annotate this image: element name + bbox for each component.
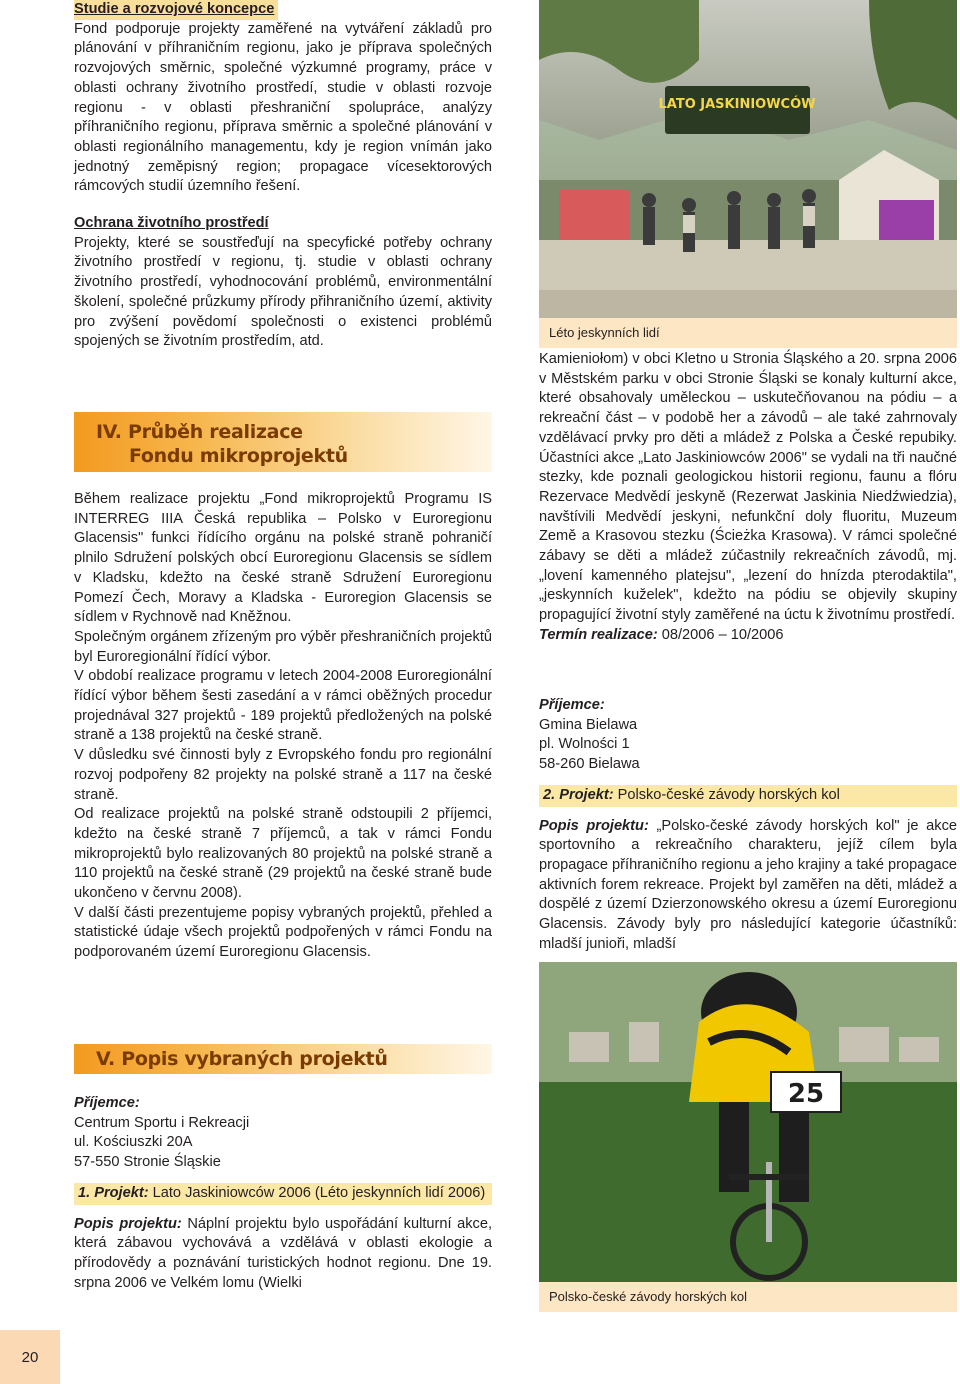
project1-continued: [539, 350, 957, 646]
recipient-label: Příjemce:: [74, 1095, 140, 1111]
chapter-title-v: V. Popis vybraných projektů: [96, 1048, 388, 1070]
photo-mountain-bike-race: [539, 962, 957, 1282]
project2-label: 2. Projekt:: [543, 786, 614, 803]
photo-cave-festival-image: [539, 0, 957, 318]
term-label: Termín realizace:: [539, 626, 658, 643]
photo-caption-bike: Polsko-české závody horských kol: [539, 1282, 957, 1312]
section-body-studies: Fond podporuje projekty zaměřené na vytváření základů pro plánování v příhraničním regionu, jako je příprava společných rozvojových směrnic, společné výzkumné programy, práce v oblasti ochrany životního prostředí, studie v oblasti rozvoje regionu - v oblasti přeshraniční spolupráce, analýzy příhraničního regionu, příprava směrnic a společné plánování v oblasti regionálního managementu, kdy je region vnímán jako jednotný zeměpisný region; propagace vícesektorových rámcových studií územního řešení.: [74, 20, 492, 195]
paragraph: Během realizace projektu „Fond mikroprojektů Programu IS INTERREG IIIA Česká republika – Polsko v Euroregionu Glacensis" funkci řídícího orgánu na polské straně pohraničí plnilo Sdružení polských obcí Euroregionu Glacensis se sídlem v Kladsku, kdežto na české straně Sdružení Euroregionu Pomezí Čech, Moravy a Kladska - Euroregion Glacensis se sídlem v Rychnově nad Kněžnou.: [74, 491, 492, 626]
project1-title: Lato Jaskiniowców 2006 (Léto jeskynních lidí 2006): [152, 1184, 486, 1201]
popis-label: Popis projektu:: [74, 1215, 182, 1232]
recipient-name: Gmina Bielawa: [539, 716, 638, 733]
race-number: 25: [787, 1079, 825, 1109]
popis-label: Popis projektu:: [539, 817, 649, 834]
section-heading-studies: Studie a rozvojové koncepce: [74, 0, 278, 20]
left-column: [74, 0, 492, 352]
chapter-iv-body: [74, 490, 492, 963]
paragraph: Od realizace projektů na polské straně odstoupili 2 příjemci, kdežto na české straně 7 příjemců, a tak v rámci Fondu mikroprojektů bylo realizovaných 80 projektů na polské straně a 110 projektů na české straně (29 projektů na české straně bude ukončeno v červnu 2008).: [74, 806, 492, 902]
chapter-title-iv-line1: IV. Průběh realizace: [96, 421, 303, 443]
chapter-title-iv-line2: Fondu mikroprojektů: [129, 445, 348, 467]
recipient-city: 57-550 Stronie Śląskie: [74, 1154, 221, 1171]
photo-caption-cave: Léto jeskynních lidí: [539, 318, 957, 348]
photo-cave-people-festival: [539, 0, 957, 318]
chapter-banner-iv: [74, 412, 492, 472]
project1-label: 1. Projekt:: [78, 1184, 149, 1201]
project2-description-text: „Polsko-české závody horských kol" je akce sportovního a rekreačního charakteru, jejíž cílem byla propagace příhraničního regionu a jeho krajiny a také propagace aktivních forem rekreace. Projekt byl zaměřen na děti, mládež a dospělé z území Dzierzonowského okresu a území Euroregionu Glacensis. Závody byly pro následující kategorie účastníků: mladší junioři, mladší: [539, 817, 958, 952]
term-value: 08/2006 – 10/2006: [661, 626, 784, 643]
page-number: 20: [0, 1330, 60, 1384]
paragraph: V důsledku své činnosti byly z Evropského fondu pro regionální rozvoj podpořeny 82 projekty na polské straně a 117 na české straně.: [74, 747, 492, 803]
paragraph: V období realizace programu v letech 2004-2008 Euroregionální řídící výbor během šesti zasedání a v rámci oběžných procedur projednával 327 projektů - 189 projektů předložených na polské straně a 138 projektů na české straně.: [74, 668, 492, 744]
sign-text: LATO JASKINIOWCÓW: [658, 97, 816, 112]
chapter-banner-v: [74, 1044, 492, 1074]
project1-description: [74, 1215, 492, 1294]
photo-bike-image: [539, 962, 957, 1282]
paragraph: V další části prezentujeme popisy vybraných projektů, přehled a statistické údaje všech projektů podpořených v rámci Fondu na podporovaném území Euroregionu Glacensis.: [74, 904, 492, 961]
recipient-name: Centrum Sportu i Rekreacji: [74, 1114, 250, 1131]
recipient-street: pl. Wolności 1: [539, 736, 630, 753]
project1-title-box: [74, 1183, 492, 1205]
recipient-city: 58-260 Bielawa: [539, 756, 640, 773]
project2-title: Polsko-české závody horských kol: [617, 786, 840, 803]
recipient-label: Příjemce:: [539, 697, 605, 713]
project2-title-box: [539, 785, 957, 807]
section-body-environment: Projekty, které se soustřeďují na specyfické potřeby ochrany životního prostředí v regionu, tj. studie v oblasti ochrany životního prostředí, vyhodnocování problémů, environmentální školení, společné průzkumy přírody přihraničního území, aktivity pro zvýšení povědomí společnosti o existenci problémů spojených se životním prostředím, atd.: [74, 234, 492, 350]
project1-description-continued: Kamieniołom) v obci Kletno u Stronia Śląského a 20. srpna 2006 v Městském parku v obci Stronie Śląski se konaly kulturní akce, které obsahovaly uměleckou – uskutečňovanou na pódiu – a rekreační část – v podobě her a závodů – ale také zahrnovaly vzdělávací prvky pro děti a mládež z Polska a České repubiky. Účastníci akce „Lato Jaskiniowców 2006" se vydali na tři naučné stezky, kde poznali geologickou historii regionu, faunu a flóru Rezervace Medvědí jeskyně (Rezerwat Jaskinia Niedźwiedzia), navštívili Medvědí jeskyni, nefunkční doly fluoritu, Muzeum Země a Krasovou stezku (Ścieżka Krasowa). V rámci společné zábavy se děti a mládež zúčastnily rekreačních závodů, mj. „lovení kamenného platejsu", „lezení do hnízda pterodaktila", „jeskynních kuželek", kdežto na pódiu se objevily skupiny propagující životní styly zaměřené na úctu k životnímu prostředí.: [539, 351, 957, 624]
project1-block: [74, 1094, 492, 1293]
section-heading-environment: Ochrana životního prostředí: [74, 215, 269, 232]
project1-description-text: Náplní projektu bylo uspořádání kulturní akce, která zábavou vychovává a vzdělává v oblasti ekologie a přírodovědy a poznávání turistických hodnot regionu. Dne 19. srpna 2006 ve Velkém lomu (Wielki: [74, 1215, 493, 1291]
project2-block: [539, 696, 957, 954]
project2-description: [539, 817, 957, 955]
paragraph: Společným orgánem zřízeným pro výběr přeshraničních projektů byl Euroregionální řídící výbor.: [74, 628, 492, 665]
recipient-street: ul. Kościuszki 20A: [74, 1134, 193, 1151]
term-line: [539, 626, 957, 646]
